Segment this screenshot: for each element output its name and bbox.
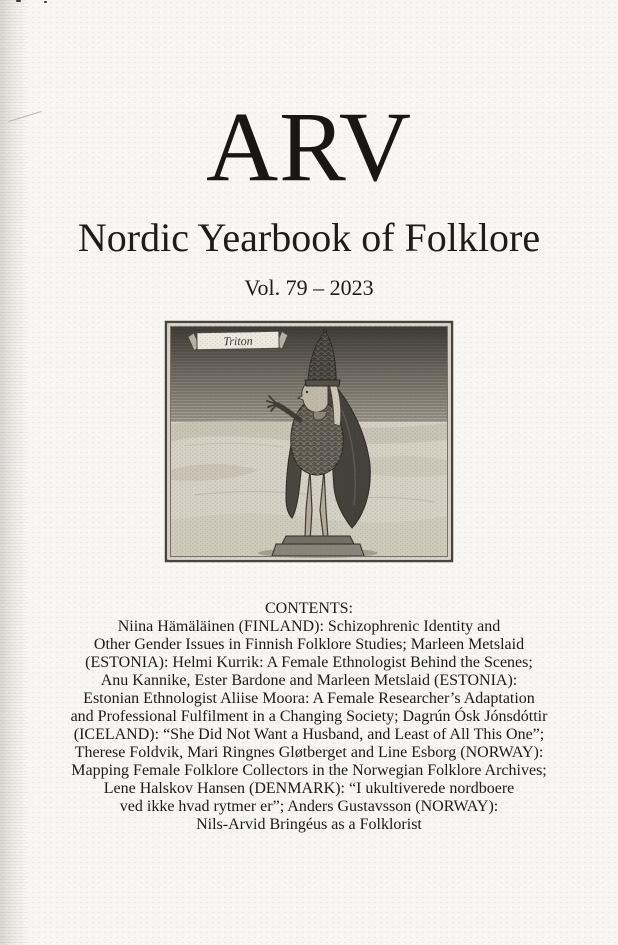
contents-line: Anu Kannike, Ester Bardone and Marleen Metslaid (ESTONIA): — [100, 672, 518, 689]
contents-line: (ESTONIA): Helmi Kurrik: A Female Ethnologist Behind the Scenes; — [85, 654, 533, 671]
contents-line: Therese Foldvik, Mari Ringnes Gløtberget and Line Esborg (NORWAY): — [74, 744, 544, 761]
contents-heading: CONTENTS: — [265, 600, 353, 617]
triton-engraving — [164, 320, 454, 563]
yearbook-title: ARV — [205, 91, 413, 202]
volume-year: Vol. 79 – 2023 — [244, 275, 374, 300]
triton-engraving-image — [164, 320, 454, 563]
contents-line: (ICELAND): “She Did Not Want a Husband, and Least of All This One”; — [73, 726, 545, 743]
contents-line: Niina Hämäläinen (FINLAND): Schizophrenic Identity and — [117, 618, 501, 635]
contents-line: and Professional Fulfilment in a Changing Society; Dagrún Ósk Jónsdóttir — [70, 708, 548, 725]
contents-line: Estonian Ethnologist Aliise Moora: A Female Researcher’s Adaptation — [83, 690, 535, 707]
contents-line: Lene Halskov Hansen (DENMARK): “I ukultiverede nordboere — [103, 780, 515, 797]
contents-line: Other Gender Issues in Finnish Folklore Studies; Marleen Metslaid — [93, 636, 525, 653]
contents-line: Mapping Female Folklore Collectors in the Norwegian Folklore Archives; — [71, 762, 547, 779]
contents-block — [0, 600, 618, 834]
contents-line: Nils-Arvid Bringéus as a Folklorist — [196, 816, 422, 833]
contents-line: ved ikke hvad rytmer er”; Anders Gustavsson (NORWAY): — [119, 798, 499, 815]
scan-speck — [16, 0, 21, 2]
yearbook-subtitle: Nordic Yearbook of Folklore — [77, 215, 541, 260]
engraving-caption: Triton — [223, 333, 253, 349]
scan-speck — [44, 1, 47, 3]
